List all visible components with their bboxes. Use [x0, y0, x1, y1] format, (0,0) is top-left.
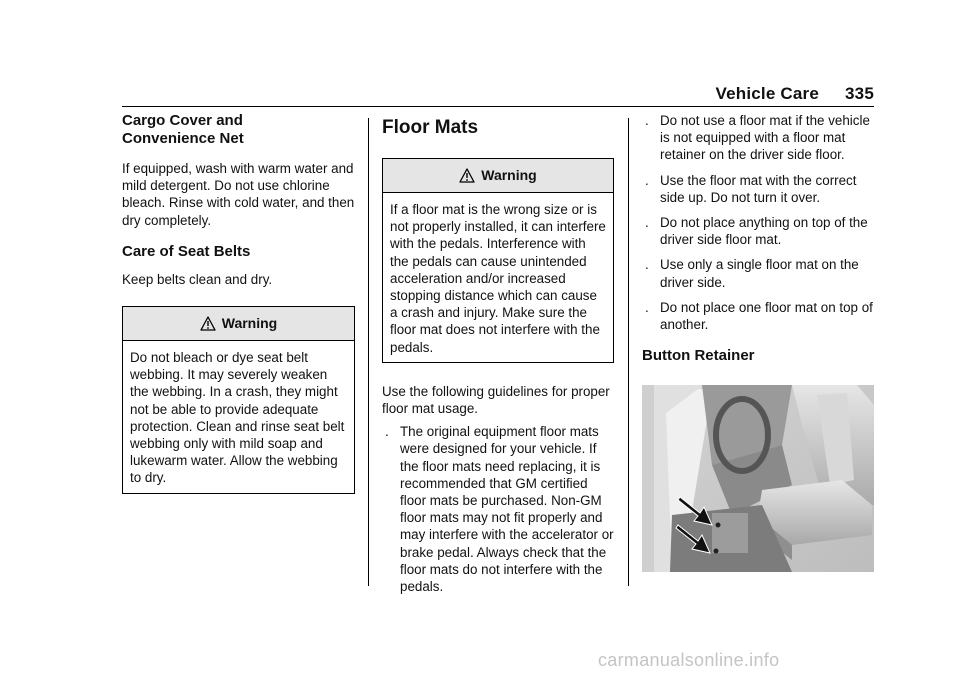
warning-header: [383, 159, 613, 193]
list-item: [642, 256, 874, 290]
list-item: [382, 423, 614, 595]
list-item: [642, 299, 874, 333]
column-divider-1: [368, 118, 369, 586]
cargo-heading-line2: Convenience Net: [122, 130, 244, 147]
bullet-marker: .: [645, 299, 649, 315]
bullet-marker: .: [385, 424, 389, 440]
column-1: [122, 112, 355, 494]
list-item: [642, 112, 874, 164]
page-header: [716, 84, 875, 104]
column-2: [382, 112, 614, 595]
warning-label: Warning: [481, 166, 537, 183]
bullet-marker: .: [645, 113, 649, 128]
bullet-marker: .: [645, 215, 649, 231]
list-item-text: Do not use a floor mat if the vehicle is not equipped with a floor mat retainer on the driver side floor.: [660, 113, 870, 163]
warning-body: Do not bleach or dye seat belt webbing. It may severely weaken the webbing. In a crash, they might not be able to provide adequate protection. Clean and rinse seat belt webbing only with mild soap and lukewarm water. Allow the webbing to dry.: [130, 350, 345, 486]
floor-mat-intro: Use the following guidelines for proper floor mat usage.: [382, 383, 610, 417]
watermark: carmanualsonline.info: [598, 650, 780, 670]
bullet-marker: .: [645, 257, 649, 273]
floor-mat-rules-list: [642, 112, 874, 333]
cargo-cover-heading: [122, 112, 355, 148]
list-item-text: Use the floor mat with the correct side up. Do not turn it over.: [660, 172, 857, 205]
page-number: 335: [845, 84, 874, 103]
section-title: Vehicle Care: [715, 84, 820, 103]
warning-header: [123, 307, 354, 341]
seat-belt-warning-box: [122, 306, 355, 494]
button-retainer-photo: [642, 385, 874, 572]
floor-mats-heading: Floor Mats: [382, 117, 479, 138]
cargo-heading-line1: Cargo Cover and: [122, 112, 243, 129]
list-item: [642, 172, 874, 206]
column-divider-2: [628, 118, 629, 586]
floor-mat-warning-box: [382, 158, 614, 363]
bullet-marker: .: [645, 172, 649, 188]
warning-body: If a floor mat is the wrong size or is not properly installed, it can interfere with the pedals. Interference with the pedals can cause unintended acceleration and/or increased stopping distance which can cause a crash and injury. Make sure the floor mat does not interfere with the pedals.: [390, 202, 606, 355]
warning-triangle-icon: [459, 168, 475, 183]
car-interior-illustration: [642, 385, 874, 572]
button-retainer-heading: Button Retainer: [642, 347, 755, 365]
column-3: [642, 112, 874, 365]
list-item-text: Do not place anything on top of the driver side floor mat.: [660, 215, 868, 248]
warning-triangle-icon: [200, 316, 216, 331]
list-item-text: Do not place one floor mat on top of another.: [660, 299, 873, 333]
list-item-text: Use only a single floor mat on the driver side.: [660, 257, 859, 290]
warning-label: Warning: [221, 314, 278, 331]
cargo-cover-body: If equipped, wash with warm water and mild detergent. Do not use chlorine bleach. Rinse with cold water, and then dry completely.: [122, 161, 355, 228]
list-item-text: The original equipment floor mats were designed for your vehicle. If the floor mats need replacing, it is recommended that GM certified floor mats be purchased. Non-GM floor mats may not fit properly and may interfere with the accelerator or brake pedal. Always check that the floor mats do not interfere with the pedals.: [400, 424, 614, 595]
seat-belts-heading: Care of Seat Belts: [122, 242, 251, 260]
list-item: [642, 214, 874, 248]
seat-belts-body: Keep belts clean and dry.: [122, 271, 273, 287]
header-rule: [122, 106, 874, 107]
floor-mat-guidelines-list: [382, 423, 614, 595]
